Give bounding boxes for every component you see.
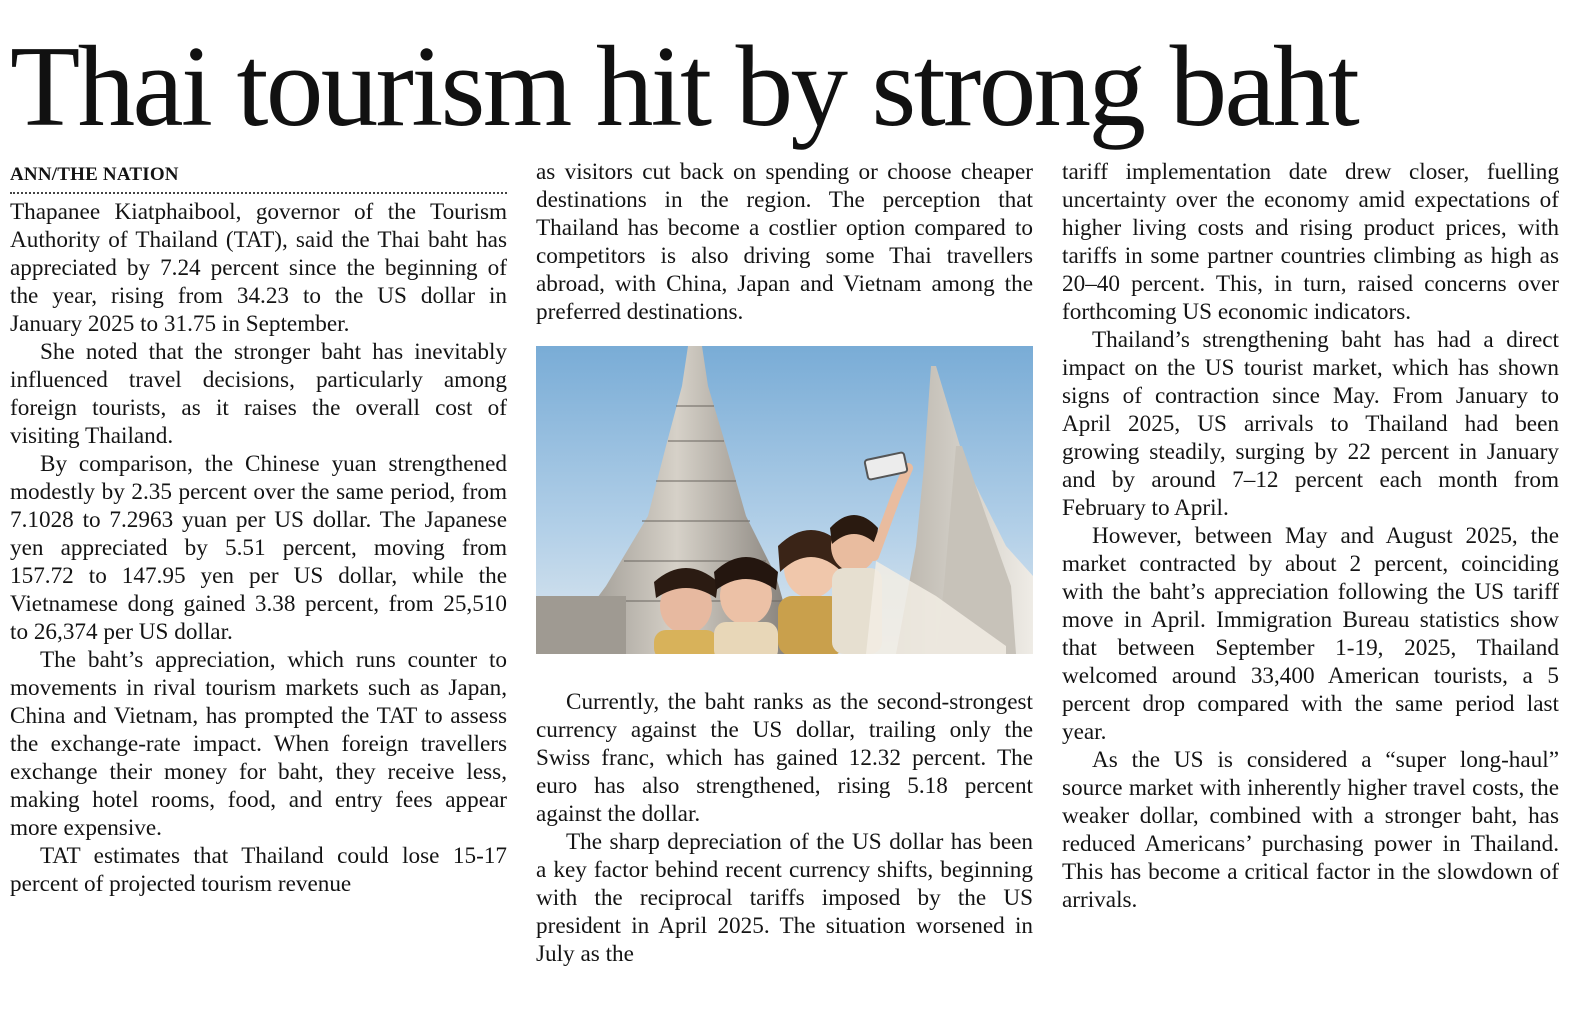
headline: Thai tourism hit by strong baht xyxy=(10,23,1358,150)
paragraph: As the US is considered a “super long-haul” source market with inherently higher travel costs, the weaker dollar, combined with a stronger baht, has reduced Americans’ purchasing power in Thailand. This has become a critical factor in the slowdown of arrivals. xyxy=(1062,747,1559,913)
paragraph: The sharp depreciation of the US dollar has been a key factor behind recent currency shifts, beginning with the reciprocal tariffs imposed by the US president in April 2025. The situation worsened in July as the xyxy=(536,829,1033,967)
paragraph: Thapanee Kiatphaibool, governor of the Tourism Authority of Thailand (TAT), said the Thai baht has appreciated by 7.24 percent since the beginning of the year, rising from 34.23 to the US dollar in January 2025 to 31.75 in September. xyxy=(10,199,507,337)
paragraph: The baht’s appreciation, which runs counter to movements in rival tourism markets such as Japan, China and Vietnam, has prompted the TAT to assess the exchange-rate impact. When foreign travellers exchange their money for baht, they receive less, making hotel rooms, food, and entry fees appear more expensive. xyxy=(10,647,507,841)
paragraph: By comparison, the Chinese yuan strengthened modestly by 2.35 percent over the same period, from 7.1028 to 7.2963 yuan per US dollar. The Japanese yen appreciated by 5.51 percent, moving from 157.72 to 147.95 yen per US dollar, while the Vietnamese dong gained 3.38 percent, from 25,510 to 26,374 per US dollar. xyxy=(10,451,507,645)
paragraph: Thailand’s strengthening baht has had a direct impact on the US tourist market, which has shown signs of contraction since May. From January to April 2025, US arrivals to Thailand had been growing steadily, surging by 22 percent in January and by around 7–12 percent each month from February to April. xyxy=(1062,327,1559,521)
paragraph: She noted that the stronger baht has inevitably influenced travel decisions, particularly among foreign tourists, as it raises the overall cost of visiting Thailand. xyxy=(10,339,507,449)
paragraph: as visitors cut back on spending or choose cheaper destinations in the region. The perception that Thailand has become a costlier option compared to competitors is also driving some Thai travellers abroad, with China, Japan and Vietnam among the preferred destinations. xyxy=(536,159,1033,325)
article-column-3 xyxy=(1062,158,1559,914)
paragraph: However, between May and August 2025, the market contracted by about 2 percent, coinciding with the baht’s appreciation following the US tariff move in April. Immigration Bureau statistics show that between September 1-19, 2025, Thailand welcomed around 33,400 American tourists, a 5 percent drop compared with the same period last year. xyxy=(1062,523,1559,745)
byline: ANN/THE NATION xyxy=(10,158,507,194)
paragraph: tariff implementation date drew closer, fuelling uncertainty over the economy amid expectations of higher living costs and rising product prices, with tariffs in some partner countries climbing as high as 20–40 percent. This, in turn, raised concerns over forthcoming US economic indicators. xyxy=(1062,159,1559,325)
article-column-1 xyxy=(10,158,507,898)
news-photo xyxy=(536,346,1033,654)
paragraph: TAT estimates that Thailand could lose 15-17 percent of projected tourism revenue xyxy=(10,843,507,897)
article-column-2 xyxy=(536,158,1033,968)
paragraph: Currently, the baht ranks as the second-strongest currency against the US dollar, trailing only the Swiss franc, which has gained 12.32 percent. The euro has also strengthened, rising 5.18 percent against the dollar. xyxy=(536,689,1033,827)
